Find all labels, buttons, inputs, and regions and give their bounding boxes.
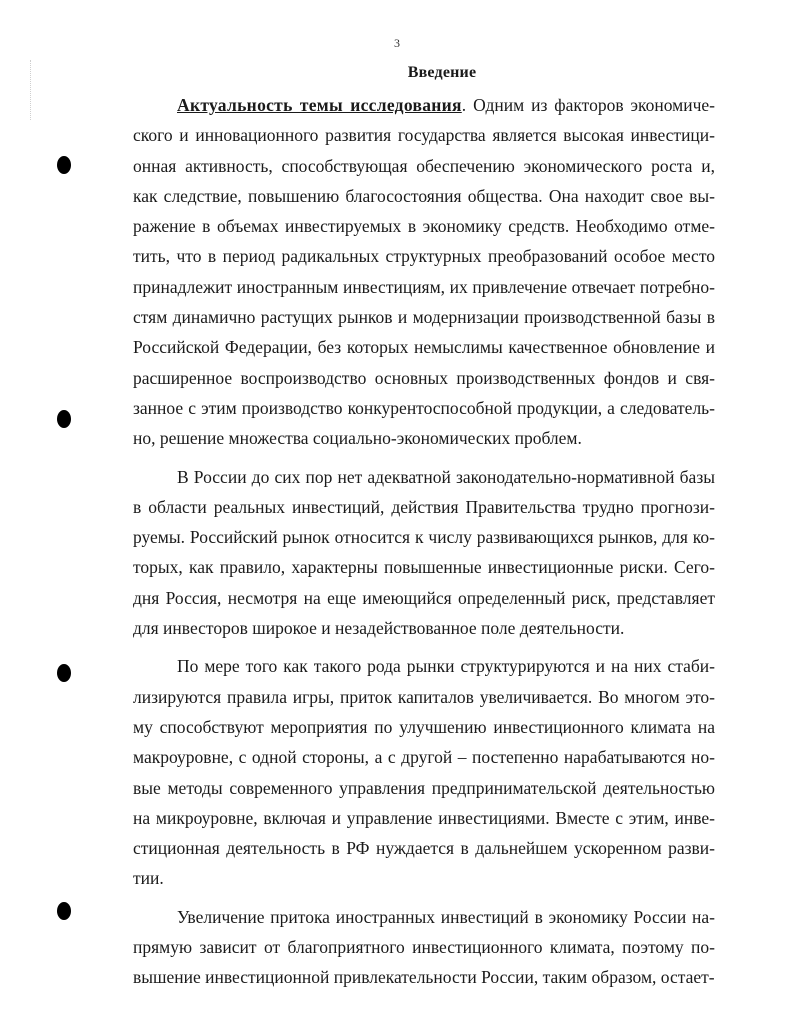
paragraph xyxy=(133,902,715,993)
paragraph-text: Одним из факторов экономического и инновационного развития государства является высокая инвестиционная активность, способствующая обеспечению экономического роста и, как следствие, повышению благосостояния общества. Она находит свое выражение в объемах инвестируемых в экономику средств. Необходимо отметить, что в период радикальных структурных преобразований особое место принадлежит иностранным инвестициям, их привлечение отвечает потребностям динамично растущих рынков и модернизации производственной базы в Российской Федерации, без которых немыслимы качественное обновление и расширенное воспроизводство основных производственных фондов и связанное с этим производство конкурентоспособной продукции, а следовательно, решение множества социально-экономических проблем. xyxy=(133,95,715,449)
paragraph xyxy=(133,651,715,893)
binder-hole-icon xyxy=(57,156,71,174)
body-text xyxy=(133,90,715,993)
paragraph-text: В России до сих пор нет адекватной законодательно-нормативной базы в области реальных инвестиций, действия Правительства трудно прогнозируемы. Российский рынок относится к числу развивающихся рынков, для которых, как правило, характерны повышенные инвестиционные риски. Сегодня Россия, несмотря на еще имеющийся определенный риск, представляет для инвесторов широкое и незадействованное поле деятельности. xyxy=(133,466,715,639)
paragraph-lead-heading: Актуальность темы исследования xyxy=(177,95,462,115)
page-number: 3 xyxy=(394,36,400,50)
binder-hole-icon xyxy=(57,410,71,428)
section-title: Введение xyxy=(407,64,477,81)
binder-hole-icon xyxy=(57,664,71,682)
binder-hole-icon xyxy=(57,902,71,920)
lead-punctuation: . xyxy=(461,95,467,115)
paragraph-text: По мере того как такого рода рынки структурируются и на них стабилизируются правила игры, приток капиталов увеличивается. Во многом этому способствуют мероприятия по улучшению инвестиционного климата на макроуровне, с одной стороны, а с другой – постепенно нарабатываются новые методы современного управления предпринимательской деятельностью на микроуровне, включая и управление инвестициями. Вместе с этим, инвестиционная деятельность в РФ нуждается в дальнейшем ускоренном развитии. xyxy=(133,656,715,889)
paragraph xyxy=(133,90,715,454)
paragraph-text: Увеличение притока иностранных инвестиций в экономику России напрямую зависит от благоприятного инвестиционного климата, поэтому повышение инвестиционной привлекательности России, таким образом, остает- xyxy=(133,906,715,988)
paragraph xyxy=(133,462,715,644)
